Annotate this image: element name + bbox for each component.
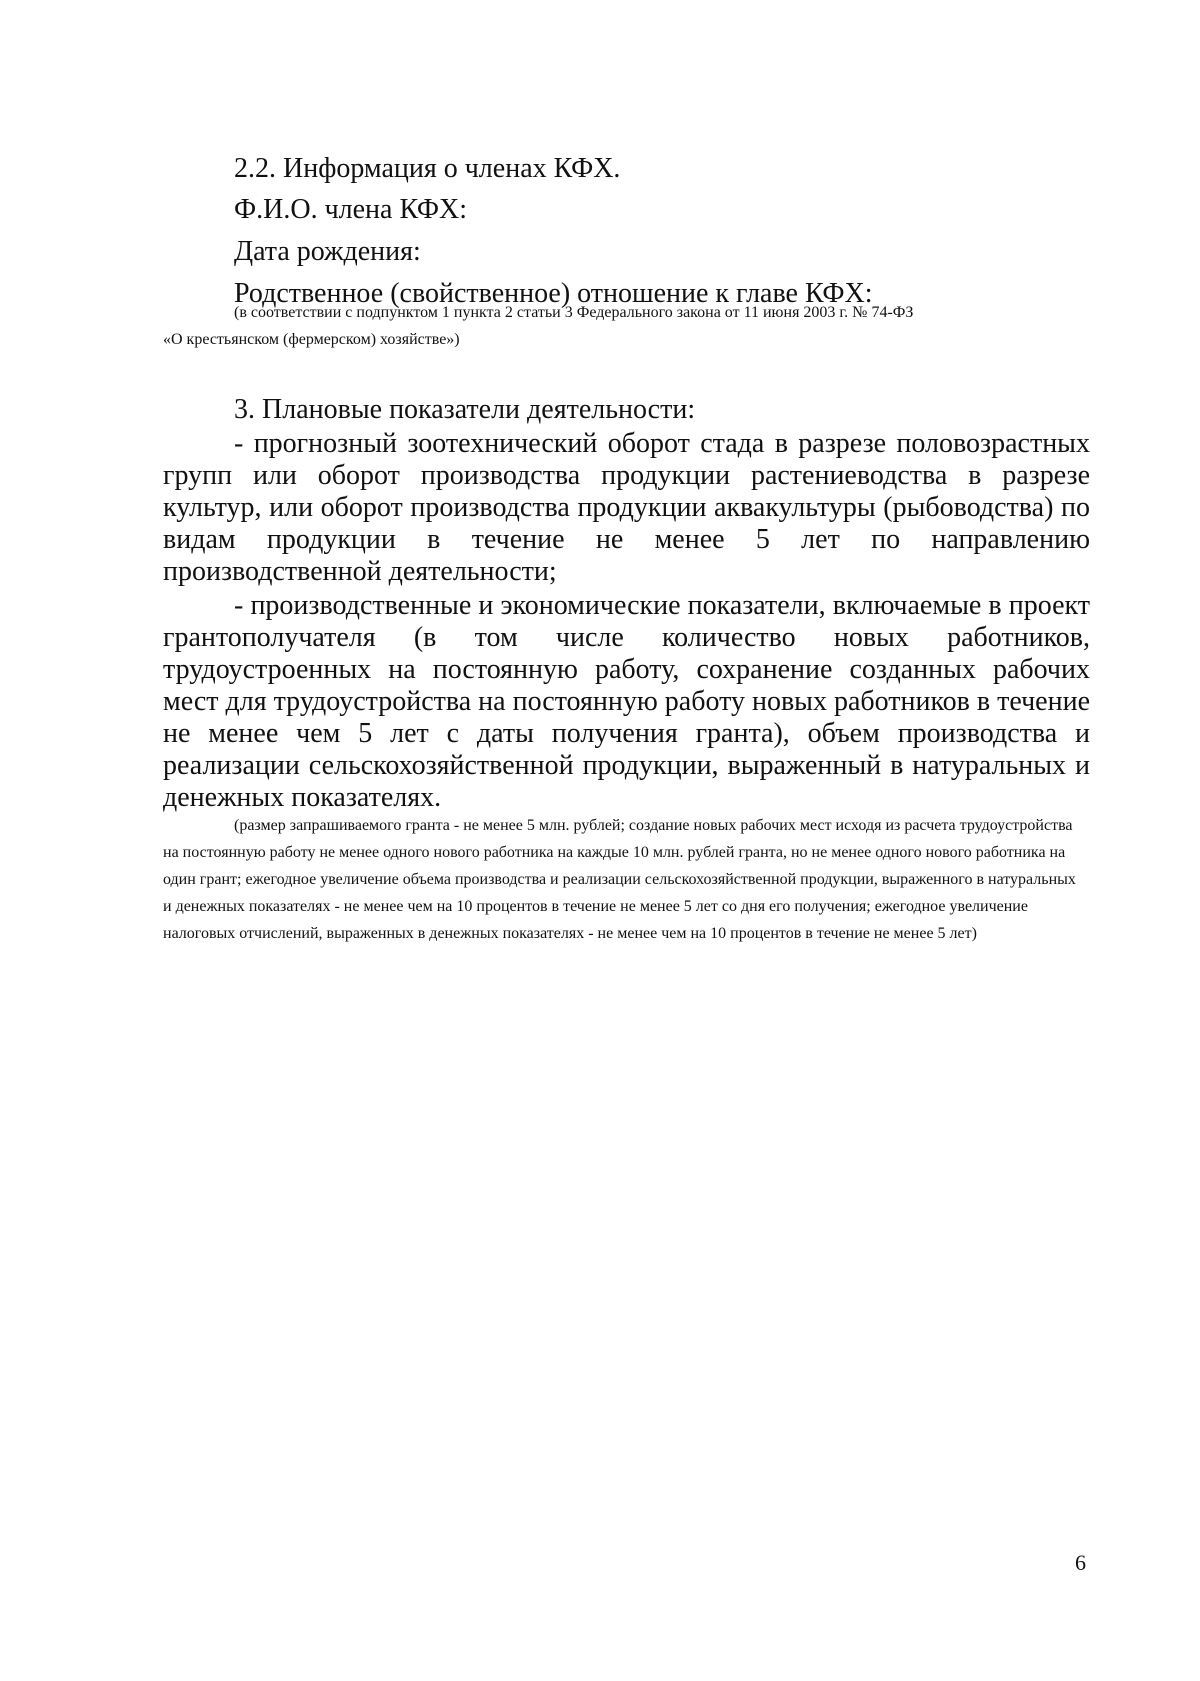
section-3-item-2: - производственные и экономические показатели, включаемые в проект грантополучателя (в том числе количество новых работников, трудоустроенных на постоянную работу, сохранение созданных рабочих мест для трудоустройства на постоянную работу новых работников в течение не менее чем 5 лет с даты получения гранта), объем производства и реализации сельскохозяйственной продукции, выраженный в натуральных и денежных показателях. <box>163 590 1090 813</box>
section-3-item-1: - прогнозный зоотехнический оборот стада в разрезе половозрастных групп или оборот производства продукции растениеводства в разрезе культур, или оборот производства продукции аквакультуры (рыбоводства) по видам продукции в течение не менее 5 лет по направлению производственной деятельности; <box>163 428 1090 587</box>
page-number: 6 <box>1075 1550 1086 1575</box>
fio-label: Ф.И.О. члена КФХ: <box>234 194 468 225</box>
section-2-2-title: 2.2. Информация о членах КФХ. <box>234 153 621 184</box>
relation-label: Родственное (свойственное) отношение к главе КФХ: <box>234 278 873 309</box>
birth-date-label: Дата рождения: <box>234 236 421 267</box>
section-2-2-note-line-2: «О крестьянском (фермерском) хозяйстве») <box>163 331 460 348</box>
section-2-2-note-line-1: (в соответствии с подпунктом 1 пункта 2 статьи 3 Федерального закона от 11 июня 2003 г. № 74-ФЗ <box>234 304 914 321</box>
section-3-title: 3. Плановые показатели деятельности: <box>234 394 696 425</box>
section-3-note: (размер запрашиваемого гранта - не менее 5 млн. рублей; создание новых рабочих мест исходя из расчета трудоустройства на постоянную работу не менее одного нового работника на каждые 10 млн. рублей гранта, но не менее одного нового работника на один грант; ежегодное увеличение объема производства и реализации сельскохозяйственной продукции, выраженного в натуральных и денежных показателях - не менее чем на 10 процентов в течение не менее 5 лет со дня его получения; ежегодное увеличение налоговых отчислений, выраженных в денежных показателях - не менее чем на 10 процентов в течение не менее 5 лет) <box>163 817 1076 942</box>
